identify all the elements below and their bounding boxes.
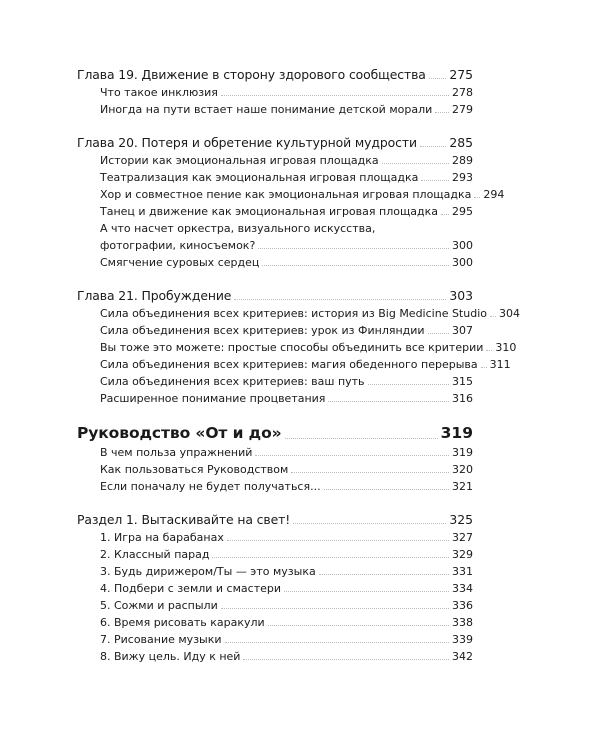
toc-entry	[77, 563, 473, 580]
dot-leader	[255, 455, 449, 456]
dot-leader	[234, 299, 446, 300]
toc-entry	[77, 305, 520, 322]
entry-title: Сила объединения всех критериев: ваш путь	[100, 375, 365, 388]
toc-entry	[77, 203, 473, 220]
page-number: 320	[452, 463, 473, 476]
dot-leader	[368, 384, 449, 385]
dot-leader	[420, 146, 446, 147]
chapter-heading	[77, 287, 473, 305]
toc-entry	[77, 580, 473, 597]
toc-entry	[77, 84, 473, 101]
dot-leader	[285, 438, 438, 439]
entry-title: 4. Подбери с земли и смастери	[100, 582, 282, 595]
page-number: 316	[452, 392, 473, 405]
entry-title: В чем польза упражнений	[100, 446, 253, 459]
toc-entry	[77, 237, 473, 254]
page-number: 325	[449, 512, 473, 527]
entry-title: Театрализация как эмоциональная игровая площадка	[100, 171, 419, 184]
entry-title: 1. Игра на барабанах	[100, 531, 224, 544]
dot-leader	[328, 401, 449, 402]
page-number: 304	[499, 307, 520, 320]
page-number: 338	[452, 616, 473, 629]
dot-leader	[291, 472, 449, 473]
entry-title: 2. Классный парад	[100, 548, 210, 561]
page-number: 285	[449, 135, 473, 150]
toc-entry	[77, 356, 511, 373]
chapter-heading	[77, 511, 473, 529]
page-number: 321	[452, 480, 473, 493]
entry-title: Танец и движение как эмоциональная игровая площадка	[100, 205, 439, 218]
dot-leader	[481, 367, 487, 368]
page-number: 300	[452, 256, 473, 269]
chapter-heading	[77, 423, 473, 444]
page-number: 275	[449, 67, 473, 82]
page-number: 293	[452, 171, 473, 184]
table-of-contents	[77, 66, 520, 681]
entry-title: Как пользоваться Руководством	[100, 463, 289, 476]
entry-title: Хор и совместное пение как эмоциональная игровая площадка	[100, 188, 472, 201]
page-number: 327	[452, 531, 473, 544]
entry-title: Глава 21. Пробуждение	[77, 288, 232, 303]
dot-leader	[258, 248, 449, 249]
page-number: 307	[452, 324, 473, 337]
entry-title: Расширенное понимание процветания	[100, 392, 326, 405]
dot-leader	[225, 642, 449, 643]
toc-entry	[77, 529, 473, 546]
page-number: 319	[440, 424, 473, 442]
toc-entry	[77, 322, 473, 339]
toc-section	[77, 134, 505, 271]
entry-title: Глава 19. Движение в сторону здорового сообщества	[77, 67, 426, 82]
entry-title: фотографии, киносъемок?	[100, 239, 256, 252]
chapter-heading	[77, 134, 473, 152]
dot-leader	[268, 625, 449, 626]
dot-leader	[212, 557, 449, 558]
toc-entry	[77, 631, 473, 648]
page-number: 336	[452, 599, 473, 612]
entry-title-line1: А что насчет оркестра, визуального искусства,	[100, 222, 376, 235]
page-number: 295	[452, 205, 473, 218]
dot-leader	[221, 95, 449, 96]
page-number: 342	[452, 650, 473, 663]
dot-leader	[428, 333, 449, 334]
toc-entry	[77, 339, 517, 356]
page-number: 315	[452, 375, 473, 388]
dot-leader	[221, 608, 449, 609]
toc-entry	[77, 373, 473, 390]
dot-leader	[319, 574, 449, 575]
page-number: 278	[452, 86, 473, 99]
entry-title: Глава 20. Потеря и обретение культурной мудрости	[77, 135, 417, 150]
entry-title: Истории как эмоциональная игровая площадка	[100, 154, 379, 167]
page-number: 289	[452, 154, 473, 167]
dot-leader	[421, 180, 449, 181]
entry-title: 7. Рисование музыки	[100, 633, 222, 646]
toc-entry	[77, 478, 473, 495]
toc-entry	[77, 152, 473, 169]
dot-leader	[262, 265, 449, 266]
toc-section	[77, 511, 473, 665]
entry-title: Если поначалу не будет получаться...	[100, 480, 321, 493]
page-number: 319	[452, 446, 473, 459]
dot-leader	[293, 523, 446, 524]
toc-entry	[77, 169, 473, 186]
entry-title: 5. Сожми и распыли	[100, 599, 218, 612]
entry-title: Что такое инклюзия	[100, 86, 218, 99]
dot-leader	[441, 214, 449, 215]
page-number: 329	[452, 548, 473, 561]
entry-title: Сила объединения всех критериев: урок из Финляндии	[100, 324, 425, 337]
toc-entry	[77, 461, 473, 478]
entry-title: Сила объединения всех критериев: история из Big Medicine Studio	[100, 307, 487, 320]
dot-leader	[227, 540, 449, 541]
entry-title: 8. Вижу цель. Иду к ней	[100, 650, 241, 663]
dot-leader	[435, 112, 449, 113]
entry-title: Иногда на пути встает наше понимание детской морали	[100, 103, 433, 116]
page-number: 334	[452, 582, 473, 595]
chapter-heading	[77, 66, 473, 84]
entry-title: 6. Время рисовать каракули	[100, 616, 265, 629]
toc-entry	[77, 597, 473, 614]
dot-leader	[382, 163, 449, 164]
toc-section	[77, 423, 473, 495]
toc-entry	[77, 614, 473, 631]
page-number: 339	[452, 633, 473, 646]
page-number: 310	[495, 341, 517, 354]
dot-leader	[324, 489, 449, 490]
toc-section	[77, 66, 473, 118]
page-number: 331	[452, 565, 473, 578]
toc-entry	[77, 390, 473, 407]
page-number: 294	[483, 188, 505, 201]
toc-entry	[77, 648, 473, 665]
toc-entry	[77, 254, 473, 271]
toc-entry	[77, 186, 505, 203]
entry-title: Руководство «От и до»	[77, 424, 282, 442]
dot-leader	[243, 659, 449, 660]
toc-entry	[77, 546, 473, 563]
entry-title: Сила объединения всех критериев: магия обеденного перерыва	[100, 358, 478, 371]
dot-leader	[490, 316, 496, 317]
dot-leader	[429, 78, 447, 79]
page-number: 300	[452, 239, 473, 252]
page-number: 311	[489, 358, 511, 371]
entry-title: Раздел 1. Вытаскивайте на свет!	[77, 512, 291, 527]
toc-section	[77, 287, 520, 407]
dot-leader	[486, 350, 492, 351]
dot-leader	[474, 197, 480, 198]
entry-title: Вы тоже это можете: простые способы объединить все критерии	[100, 341, 484, 354]
toc-entry	[77, 101, 473, 118]
toc-entry	[77, 444, 473, 461]
dot-leader	[284, 591, 449, 592]
page-number: 279	[452, 103, 473, 116]
page-number: 303	[449, 288, 473, 303]
entry-title: 3. Будь дирижером/Ты — это музыка	[100, 565, 316, 578]
entry-title: Смягчение суровых сердец	[100, 256, 260, 269]
